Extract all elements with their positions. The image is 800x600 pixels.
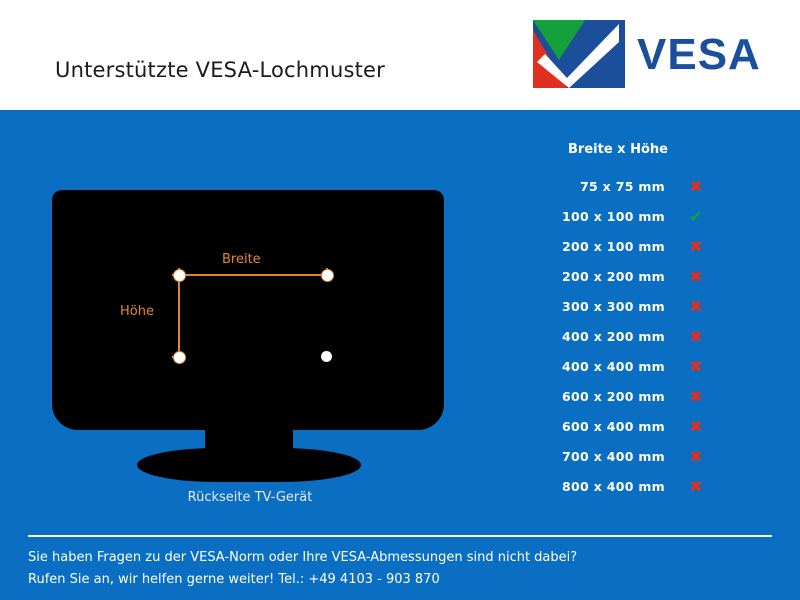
table-row bbox=[500, 232, 730, 262]
table-row bbox=[500, 262, 730, 292]
vesa-logo-text: VESA bbox=[637, 30, 761, 79]
cross-icon: ✖ bbox=[689, 417, 703, 436]
cross-icon: ✖ bbox=[689, 297, 703, 316]
table-row bbox=[500, 472, 730, 502]
cross-icon: ✖ bbox=[689, 327, 703, 346]
mount-hole-top-left bbox=[173, 269, 186, 282]
cross-icon: ✖ bbox=[689, 237, 703, 256]
footer-question-text: Sie haben Fragen zu der VESA-Norm oder Ihre VESA-Abmessungen sind nicht dabei? bbox=[28, 550, 578, 565]
page-title: Unterstützte VESA-Lochmuster bbox=[55, 58, 386, 82]
pattern-size: 800 x 400 mm bbox=[562, 479, 665, 494]
table-row bbox=[500, 442, 730, 472]
pattern-size: 700 x 400 mm bbox=[562, 449, 665, 464]
vesa-checkmark-logo-icon bbox=[533, 20, 625, 88]
table-row bbox=[500, 172, 730, 202]
table-header: Breite x Höhe bbox=[568, 142, 668, 157]
vesa-logo bbox=[533, 20, 778, 88]
cross-icon: ✖ bbox=[689, 447, 703, 466]
cross-icon: ✖ bbox=[689, 387, 703, 406]
tv-screen-back bbox=[52, 190, 444, 430]
cross-icon: ✖ bbox=[689, 267, 703, 286]
footer-phone-text: Rufen Sie an, wir helfen gerne weiter! Tel.: +49 4103 - 903 870 bbox=[28, 572, 440, 587]
footer-divider bbox=[28, 535, 772, 537]
pattern-size: 100 x 100 mm bbox=[562, 209, 665, 224]
header bbox=[0, 0, 800, 110]
tv-diagram bbox=[40, 190, 460, 510]
width-measure-line bbox=[178, 274, 328, 276]
table-row bbox=[500, 412, 730, 442]
pattern-size: 300 x 300 mm bbox=[562, 299, 665, 314]
pattern-size: 75 x 75 mm bbox=[580, 179, 665, 194]
content-panel bbox=[0, 110, 800, 600]
pattern-size: 600 x 400 mm bbox=[562, 419, 665, 434]
cross-icon: ✖ bbox=[689, 477, 703, 496]
width-label: Breite bbox=[222, 252, 261, 267]
pattern-size: 600 x 200 mm bbox=[562, 389, 665, 404]
pattern-size: 200 x 200 mm bbox=[562, 269, 665, 284]
cross-icon: ✖ bbox=[689, 177, 703, 196]
table-row bbox=[500, 382, 730, 412]
mount-hole-bottom-right bbox=[321, 351, 332, 362]
mount-hole-bottom-left bbox=[173, 351, 186, 364]
height-label: Höhe bbox=[120, 304, 154, 319]
pattern-size: 400 x 400 mm bbox=[562, 359, 665, 374]
table-row bbox=[500, 202, 730, 232]
table-row bbox=[500, 352, 730, 382]
vesa-pattern-table bbox=[500, 142, 730, 502]
cross-icon: ✖ bbox=[689, 357, 703, 376]
table-row bbox=[500, 322, 730, 352]
height-measure-line bbox=[178, 274, 180, 358]
pattern-size: 200 x 100 mm bbox=[562, 239, 665, 254]
tv-stand-base bbox=[137, 448, 361, 482]
table-row bbox=[500, 292, 730, 322]
check-icon: ✔ bbox=[689, 207, 703, 226]
diagram-caption: Rückseite TV-Gerät bbox=[187, 490, 313, 505]
pattern-size: 400 x 200 mm bbox=[562, 329, 665, 344]
mount-hole-top-right bbox=[321, 269, 334, 282]
